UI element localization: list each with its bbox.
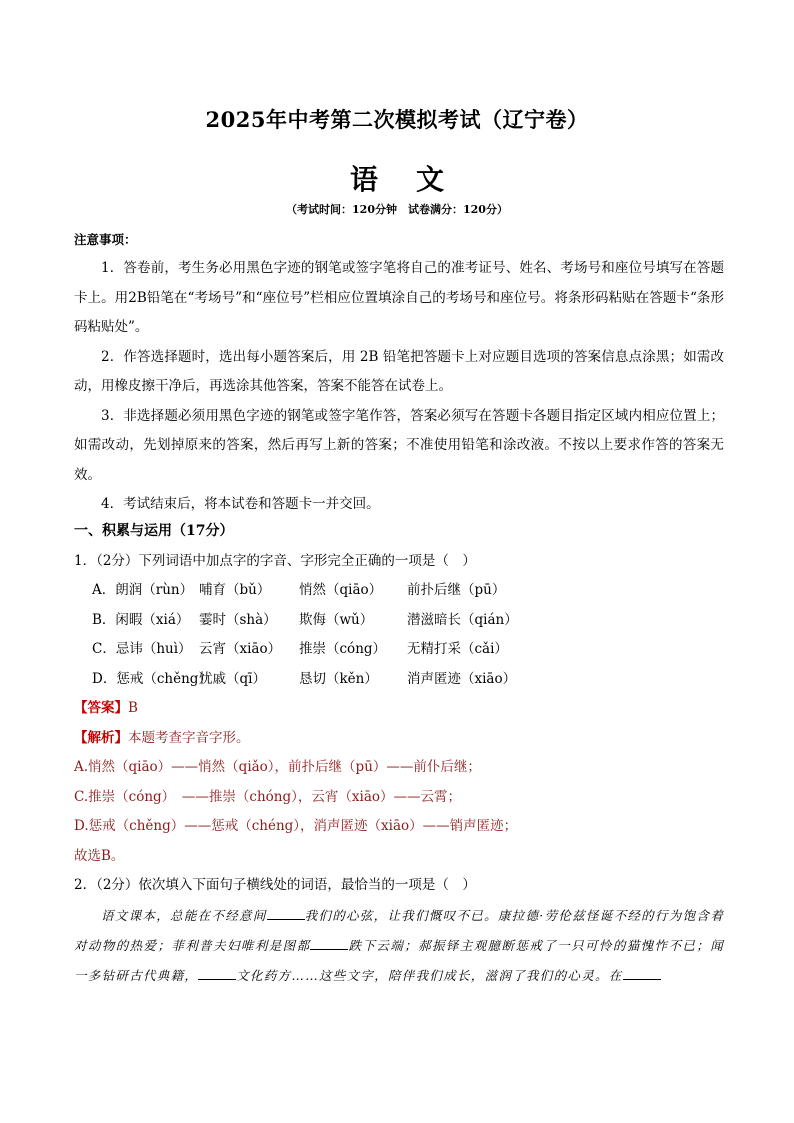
- notes-list: [74, 254, 724, 520]
- subject-title: [0, 158, 794, 198]
- exam-info: （考试时间：120分钟 试卷满分：120分）: [286, 203, 508, 216]
- question-area: [74, 517, 724, 991]
- answer-value: B: [128, 700, 138, 716]
- analysis-tag: 【解析】: [74, 729, 128, 746]
- analysis-item-c: C.推崇（cóng） ——推崇（chóng），云宵（xiāo）——云霄；: [74, 788, 461, 805]
- option-row-b: [74, 606, 724, 636]
- option-d-word-4: 消声匿迹（xiāo）: [407, 670, 517, 687]
- option-c-word-2: 云宵（xiāo）: [199, 641, 282, 657]
- analysis-item-d: D.惩戒（chěng）——惩戒（chéng），消声匿迹（xiāo）——销声匿迹；: [74, 818, 518, 834]
- option-d-word-2: 忧戚（qī）: [199, 670, 266, 687]
- passage-part: 文化药方……这些文字，陪伴我们成长，滋润了我们的心灵。在: [236, 967, 623, 983]
- analysis-intro: 本题考查字音字形。: [128, 729, 250, 746]
- option-row-d: [74, 665, 724, 695]
- option-b-word-4: 潜滋暗长（qián）: [407, 611, 518, 628]
- passage-part: 语文课本，总能在不经意间: [101, 907, 267, 923]
- note-item: 4．考试结束后，将本试卷和答题卡一并交回。: [101, 496, 380, 512]
- subject-char-1: 语: [349, 163, 378, 196]
- option-c-word-4: 无精打采（cǎi）: [407, 641, 508, 657]
- option-row-c: [74, 635, 724, 665]
- question-1-stem: 1．（2分）下列词语中加点字的字音、字形完全正确的一项是（ ）: [74, 552, 476, 569]
- option-a-word-3: 悄然（qiāo）: [299, 582, 383, 598]
- analysis-item-a: A.悄然（qiāo）——悄然（qiǎo），前扑后继（pū）——前仆后继；: [74, 759, 481, 775]
- option-b-word-3: 欺侮（wǔ）: [299, 611, 374, 628]
- answer-tag: 【答案】: [74, 700, 128, 716]
- option-d-word-3: 恳切（kěn）: [299, 670, 378, 687]
- section-heading: 一、积累与运用（17分）: [74, 523, 234, 539]
- fill-blank: [310, 937, 348, 950]
- option-a-word-4: 前扑后继（pū）: [407, 582, 506, 598]
- option-b-word-1: B．闲暇（xiá）: [92, 611, 190, 628]
- fill-blank: [198, 967, 236, 980]
- option-row-a: [74, 576, 724, 606]
- fill-blank: [267, 907, 305, 920]
- note-item: 3．非选择题必须用黑色字迹的钢笔或签字笔作答，答案必须写在答题卡各题目指定区域内相应位置上；如需改动，先划掉原来的答案，然后再写上新的答案；不准使用铅笔和涂改液。不按以上要求作答的答案无效。: [74, 407, 724, 483]
- answer-line: [74, 694, 724, 724]
- analysis-conclusion: 故选B。: [74, 847, 125, 864]
- note-item: 1．答卷前，考生务必用黑色字迹的钢笔或签字笔将自己的准考证号、姓名、考场号和座位号填写在答题卡上。用2B铅笔在“考场号”和“座位号”栏相应位置填涂自己的考场号和座位号。将条形码粘贴在答题卡“条形码粘贴处”。: [74, 260, 724, 335]
- question-2-passage: [74, 901, 724, 991]
- passage-part: 跌下云端；郝振铎主观臆断惩戒了一只可怜的猫愧怍不已；闻一多钻研古代典籍，: [74, 937, 724, 983]
- option-b-word-2: 霎时（shà）: [199, 611, 277, 628]
- option-c-word-1: C．忌讳（huì）: [92, 641, 192, 657]
- exam-title: 2025年中考第二次模拟考试（辽宁卷）: [205, 107, 589, 132]
- passage-part: 我们的心弦，让我们慨叹不已。康拉德·劳伦兹怪诞不经的行为饱含着对动物的热爱；菲利普夫妇唯利是图都: [74, 907, 724, 953]
- option-a-word-2: 哺育（bǔ）: [199, 582, 271, 598]
- subject-char-2: 文: [416, 163, 445, 196]
- note-item: 2．作答选择题时，选出每小题答案后，用 2B 铅笔把答题卡上对应题目选项的答案信息点涂黑；如需改动，用橡皮擦干净后，再选涂其他答案，答案不能答在试卷上。: [74, 348, 724, 394]
- analysis-line: [74, 724, 724, 754]
- option-d-word-1: D．惩戒（chěng）: [92, 670, 212, 687]
- notes-heading: 注意事项：: [74, 232, 137, 247]
- fill-blank: [623, 967, 661, 980]
- option-a-word-1: A．朗润（rùn）: [92, 582, 194, 598]
- option-c-word-3: 推崇（cóng）: [299, 641, 387, 657]
- question-2-stem: 2．（2分）依次填入下面句子横线处的词语，最恰当的一项是（ ）: [74, 877, 476, 893]
